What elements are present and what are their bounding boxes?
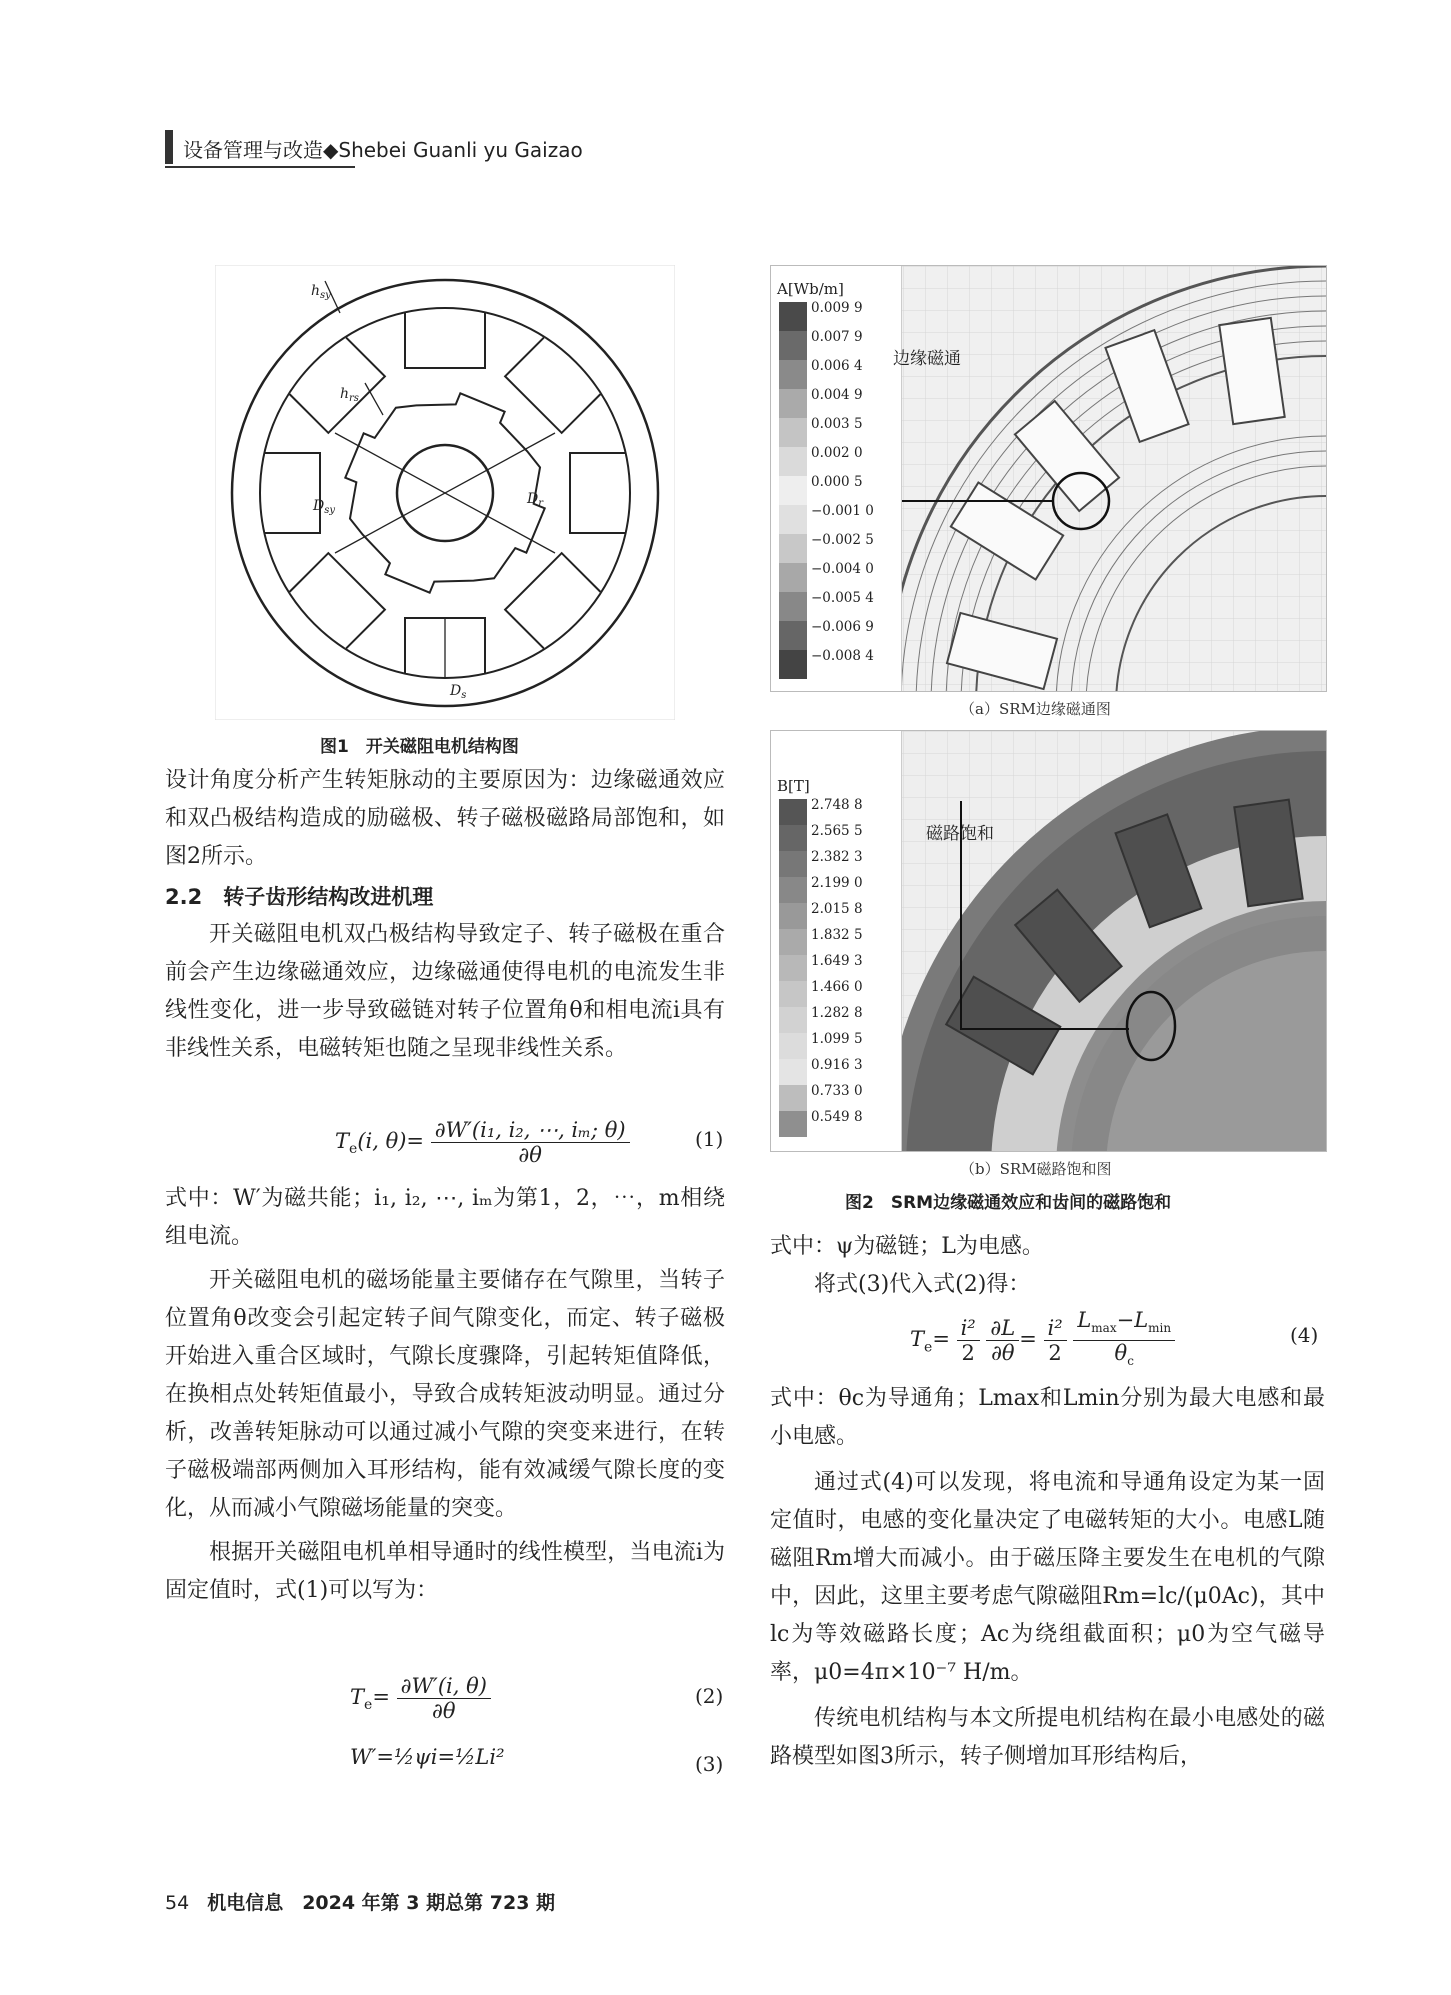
legend-label: 0.009 9 (811, 300, 863, 316)
legend-swatch (779, 418, 807, 447)
legend-label: 0.733 0 (811, 1083, 863, 1099)
legend-label: 0.004 9 (811, 387, 863, 403)
fig2a-annotation: 边缘磁通 (893, 349, 961, 369)
legend-swatch (779, 799, 807, 825)
legend-swatch (779, 825, 807, 851)
legend-swatch (779, 929, 807, 955)
left-para-1: 设计角度分析产生转矩脉动的主要原因为：边缘磁通效应和双凸极结构造成的励磁极、转子磁极磁路局部饱和，如图2所示。 (165, 768, 725, 869)
legend-swatch (779, 650, 807, 679)
legend-swatch (779, 389, 807, 418)
equation-4: $T_e=$ $\frac{\text{i²}}{2}$ $\frac{\partial L}{\partial\theta}$ = $\frac{\text{i²}}{2}$ $\frac{L_{max}-L_{min}}{\theta_c}$ (910, 1308, 1175, 1373)
running-header (165, 130, 625, 164)
legend-label: 2.015 8 (811, 901, 863, 917)
equation-3: W′=½ψi=½Li² (350, 1745, 505, 1769)
header-bar (165, 130, 173, 164)
eq4-number: (4) (1290, 1323, 1319, 1347)
legend-swatch (779, 505, 807, 534)
right-para-4: 通过式(4)可以发现，将电流和导通角设定为某一固定值时，电感的变化量决定了电磁转矩的大小。电感L随磁阻Rm增大而减小。由于磁压降主要发生在电机的气隙中，因此，这里主要考虑气隙磁阻Rm=lc/(μ0Ac)，其中lc为等效磁路长度；Ac为绕组截面积；μ0为空气磁导率，μ0=4π×10⁻⁷ H/m。 (770, 1470, 1325, 1685)
legend-label: 2.382 3 (811, 849, 863, 865)
legend-label: 0.003 5 (811, 416, 863, 432)
left-para-5: 根据开关磁阻电机单相导通时的线性模型，当电流i为固定值时，式(1)可以写为： (165, 1540, 725, 1603)
legend-swatch (779, 563, 807, 592)
legend-label: −0.001 0 (811, 503, 874, 519)
legend-label: 0.916 3 (811, 1057, 863, 1073)
section-heading: 2.2 转子齿形结构改进机理 (165, 885, 434, 909)
right-para-5: 传统电机结构与本文所提电机结构在最小电感处的磁路模型如图3所示，转子侧增加耳形结构后， (770, 1706, 1325, 1769)
legend-label: 2.199 0 (811, 875, 863, 891)
label-hsy: $h_{sy}$ (311, 283, 331, 301)
legend-label: 0.549 8 (811, 1109, 863, 1125)
label-dr: $D_r$ (527, 491, 544, 509)
legend-label: 0.006 4 (811, 358, 863, 374)
right-para-3: 式中：θc为导通角；Lmax和Lmin分别为最大电感和最小电感。 (770, 1386, 1325, 1449)
legend-swatch (779, 955, 807, 981)
fig2b-unit: B[T] (777, 777, 810, 795)
legend-swatch (779, 360, 807, 389)
legend-swatch (779, 476, 807, 505)
legend-label: 1.466 0 (811, 979, 863, 995)
legend-swatch (779, 1085, 807, 1111)
eq2-number: (2) (695, 1684, 724, 1708)
left-para-3: 式中：W′为磁共能；i₁, i₂, ⋯, iₘ为第1，2，⋯，m相绕组电流。 (165, 1186, 725, 1249)
equation-2: $T_e=$ $\frac{\partial W'(i, \theta)}{\partial\theta}$ (350, 1674, 491, 1723)
journal-info: 机电信息 2024 年第 3 期总第 723 期 (207, 1892, 556, 1914)
legend-swatch (779, 981, 807, 1007)
left-para-2: 开关磁阻电机双凸极结构导致定子、转子磁极在重合前会产生边缘磁通效应，边缘磁通使得电机的电流发生非线性变化，进一步导致磁链对转子位置角θ和相电流i具有非线性关系，电磁转矩也随之呈现非线性关系。 (165, 922, 725, 1061)
legend-label: 1.649 3 (811, 953, 863, 969)
left-column-2 (165, 1180, 725, 1610)
legend-label: 1.282 8 (811, 1005, 863, 1021)
fig1-structure-diagram (215, 265, 675, 720)
legend-swatch (779, 534, 807, 563)
legend-label: −0.006 9 (811, 619, 874, 635)
left-para-4: 开关磁阻电机的磁场能量主要储存在气隙里，当转子位置角θ改变会引起定转子间气隙变化，而定、转子磁极开始进入重合区域时，气隙长度骤降，引起转矩值降低，在换相点处转矩值最小，导致合成转矩波动明显。通过分析，改善转矩脉动可以通过减小气隙的突变来进行，在转子磁极端部两侧加入耳形结构，能有效减缓气隙长度的变化，从而减小气隙磁场能量的突变。 (165, 1268, 725, 1521)
eq3-number: (3) (695, 1752, 724, 1776)
header-title: 设备管理与改造◆Shebei Guanli yu Gaizao (183, 138, 583, 162)
page-footer (165, 1888, 555, 1915)
legend-swatch (779, 1059, 807, 1085)
eq1-number: (1) (695, 1127, 724, 1151)
legend-swatch (779, 592, 807, 621)
right-para-1: 式中：ψ为磁链；L为电感。 (770, 1234, 1044, 1259)
header-rule (165, 166, 355, 168)
legend-swatch (779, 903, 807, 929)
legend-swatch (779, 1111, 807, 1137)
legend-swatch (779, 621, 807, 650)
legend-label: −0.008 4 (811, 648, 874, 664)
fig2b-annotation: 磁路饱和 (926, 824, 994, 844)
legend-swatch (779, 1007, 807, 1033)
fig2b-legend (771, 799, 901, 1149)
legend-swatch (779, 302, 807, 331)
label-ds: $D_s$ (450, 683, 467, 701)
legend-label: 0.000 5 (811, 474, 863, 490)
right-column-2 (770, 1380, 1325, 1776)
fig2a-legend (771, 302, 901, 692)
legend-label: 1.832 5 (811, 927, 863, 943)
legend-swatch (779, 851, 807, 877)
legend-label: 0.002 0 (811, 445, 863, 461)
legend-label: 1.099 5 (811, 1031, 863, 1047)
fig2-caption: 图2 SRM边缘磁通效应和齿间的磁路饱和 (845, 1193, 1172, 1213)
legend-swatch (779, 877, 807, 903)
label-hrs: $h_{rs}$ (340, 386, 359, 404)
legend-label: 2.565 5 (811, 823, 863, 839)
right-para-2: 将式(3)代入式(2)得： (814, 1272, 1031, 1297)
legend-swatch (779, 331, 807, 360)
fig2a-caption: （a）SRM边缘磁通图 (960, 700, 1111, 718)
left-column (165, 762, 725, 1068)
legend-label: −0.005 4 (811, 590, 874, 606)
legend-label: −0.002 5 (811, 532, 874, 548)
equation-1: $T_e(i$, θ)= $\frac{\text{∂W′(i₁, i₂, ⋯, iₘ; θ)}}{\partial\theta}$ (335, 1118, 630, 1167)
fig1-caption: 图1 开关磁阻电机结构图 (320, 737, 519, 757)
legend-label: −0.004 0 (811, 561, 874, 577)
label-dsy: $D_{sy}$ (313, 498, 336, 516)
page-number: 54 (165, 1892, 190, 1914)
fig2a-flux-plot (770, 265, 1327, 692)
fig2b-saturation-plot (770, 730, 1327, 1152)
legend-swatch (779, 1033, 807, 1059)
right-column (770, 1228, 1325, 1304)
legend-label: 0.007 9 (811, 329, 863, 345)
fig2b-caption: （b）SRM磁路饱和图 (960, 1160, 1112, 1178)
legend-label: 2.748 8 (811, 797, 863, 813)
legend-swatch (779, 447, 807, 476)
fig2a-unit: A[Wb/m] (777, 280, 844, 298)
